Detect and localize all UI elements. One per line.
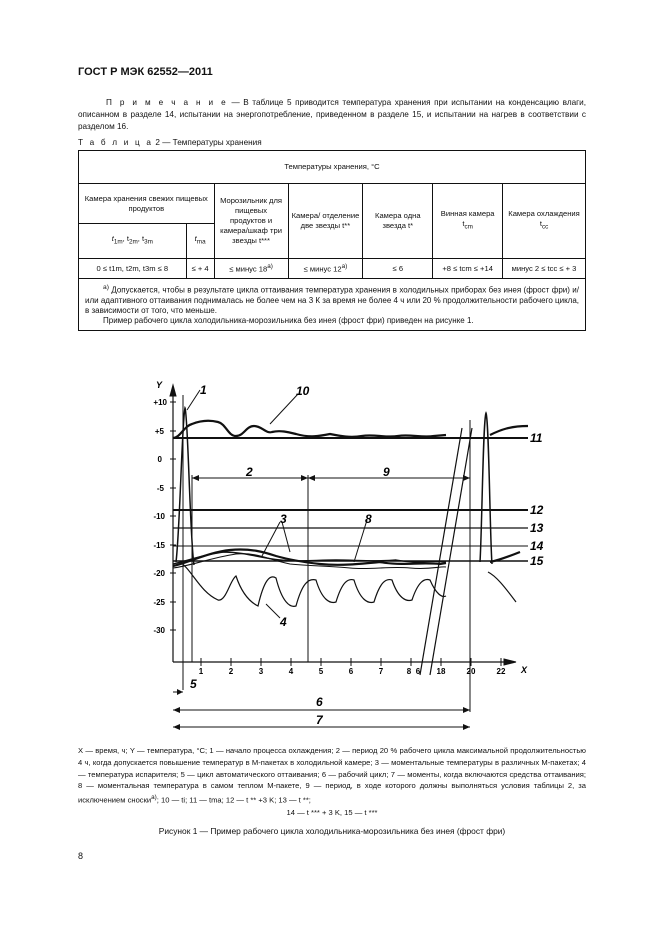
callout-4: 4 (280, 615, 287, 629)
callout-6: 6 (316, 695, 323, 709)
header-two-star: Камера/ отделение две звезды t** (288, 184, 363, 259)
fresh-food-group-header: Камера хранения свежих пищевых продуктов (79, 184, 215, 224)
value-ma: ≤ + 4 (186, 259, 214, 279)
note-paragraph (78, 97, 586, 133)
x-tick: 3 (258, 667, 264, 676)
y-tick: -20 (153, 569, 165, 578)
y-tick: +10 (153, 398, 167, 407)
y-tick: -10 (153, 512, 165, 521)
note-lead: П р и м е ч а н и е (106, 98, 228, 107)
x-tick: 6 (348, 667, 354, 676)
x-tick: 5 (318, 667, 324, 676)
x-tick: 7 (378, 667, 384, 676)
defrost-spike (480, 413, 492, 564)
note-text: — В таблице 5 приводится температура хранения при испытании на конденсацию влаги, описанном в разделе 14, испытании на энергопотребление, приведенном в разделе 15, и испытании на нагрев в соответствии с разделом 16. (78, 98, 587, 131)
x-tick: 20 (466, 667, 476, 676)
cycle-line-a (420, 428, 462, 675)
x-tick: 8 (406, 667, 412, 676)
value-wine: +8 ≤ tcm ≤ +14 (433, 259, 503, 279)
header-freezer: Морозильник для пищевых продуктов и камера/шкаф три звезды t*** (214, 184, 288, 259)
x-tick: 18 (436, 667, 446, 676)
x-tick: 1 (198, 667, 204, 676)
header-one-star: Камера одна звезда t* (363, 184, 433, 259)
leader-10 (270, 394, 298, 424)
subheader-fresh-compartments: $t_{1m}$, $t_{2m}$, $t_{3m}$ (79, 224, 187, 259)
callout-1: 1 (200, 383, 207, 397)
x-tick: 4 (288, 667, 294, 676)
callout-5: 5 (190, 677, 197, 691)
value-freezer: ≤ минус $18^{а)}$ (214, 259, 288, 279)
callout-2: 2 (246, 465, 253, 479)
curve-ti (173, 421, 528, 438)
callout-3: 3 (280, 512, 287, 526)
callout-7: 7 (316, 713, 323, 727)
subheader-ma: $t_{ma}$ (186, 224, 214, 259)
y-axis-label: Y (156, 380, 163, 390)
value-cooling: минус 2 ≤ tcc ≤ + 3 (503, 259, 586, 279)
header-wine: Винная камера $t_{cm}$ (433, 184, 503, 259)
storage-temperature-table (78, 150, 586, 331)
x-axis-label: X (521, 665, 528, 675)
table-caption-text: 2 — Температуры хранения (153, 138, 262, 147)
figure-legend-last-line: 14 — t *** + 3 K, 15 — t *** (286, 807, 378, 817)
document-header: ГОСТ Р МЭК 62552—2011 (78, 66, 213, 78)
evaporator-temperature-curve (180, 562, 516, 606)
operating-cycle-figure (140, 380, 544, 740)
callout-10: 10 (296, 384, 310, 398)
callout-11: 11 (530, 431, 543, 445)
leader-8 (354, 520, 367, 562)
header-cooling: Камера охлаждения $t_{cc}$ (503, 184, 586, 259)
leader-1 (187, 390, 200, 410)
callout-14: 14 (530, 539, 544, 553)
leader-3 (262, 522, 290, 556)
y-tick: -25 (153, 598, 165, 607)
y-axis-arrow (170, 385, 176, 396)
value-fresh: 0 ≤ t1m, t2m, t3m ≤ 8 (79, 259, 187, 279)
page-number: 8 (78, 851, 84, 861)
start-spike (176, 408, 194, 565)
y-tick: +5 (154, 427, 164, 436)
cycle-line-b (430, 428, 472, 675)
value-one-star: ≤ 6 (363, 259, 433, 279)
y-tick: -30 (153, 626, 165, 635)
figure-legend: X — время, ч; Y — температура, °С; 1 — начало процесса охлаждения; 2 — период 20 % рабочего цикла максимальной продолжительностью 4 ч, когда допускается повышение температур в М-пакетах в холодильной камере; 3 — моментальные температуры в различных М-пакетах; 4 — температура испарителя; 5 — цикл автоматического оттаивания; 6 — рабочий цикл; 7 — моменты, когда включаются средства оттаивания; 8 — моментальная температура в самом теплом М-пакете, 9 — период, в ходе которого должны выполняться условия таблицы 2, за исключением сноски$^{а)}$; 10 — ti; 11 — tma; 12 — t ** +3 K; 13 — t **; 14 — t *** + 3 K, 15 — t *** (78, 746, 586, 817)
y-tick: -15 (153, 541, 165, 550)
callout-8: 8 (365, 512, 372, 526)
callout-12: 12 (530, 503, 544, 517)
leader-4 (266, 604, 280, 618)
callout-15: 15 (530, 554, 544, 568)
table-caption (78, 138, 262, 147)
x-axis-arrow (504, 659, 516, 665)
table-caption-lead: Т а б л и ц а (78, 138, 154, 147)
table-footnote: $^{а)}$ Допускается, чтобы в результате цикла оттаивания температура хранения в холодильных приборах без инея (фрост фри) и/или адаптивного оттаивания поднималась не более чем на 3 К за время не более 4 ч или 20 % продолжительности рабочего цикла, в зависимости от того, что меньше. Пример рабочего цикла холодильника-морозильника без инея (фрост фри) приведен на рисунке 1. (79, 279, 586, 331)
y-tick: -5 (156, 484, 164, 493)
table-top-header: Температуры хранения, °С (79, 151, 586, 184)
x-tick: 2 (228, 667, 234, 676)
value-two-star: ≤ минус $12^{а)}$ (288, 259, 363, 279)
x-tick: 22 (496, 667, 506, 676)
y-tick: 0 (157, 455, 162, 464)
callout-13: 13 (530, 521, 544, 535)
figure-title: Рисунок 1 — Пример рабочего цикла холодильника-морозильника без инея (фрост фри) (158, 826, 506, 836)
x-tick: 6 (415, 667, 421, 676)
callout-9: 9 (383, 465, 390, 479)
